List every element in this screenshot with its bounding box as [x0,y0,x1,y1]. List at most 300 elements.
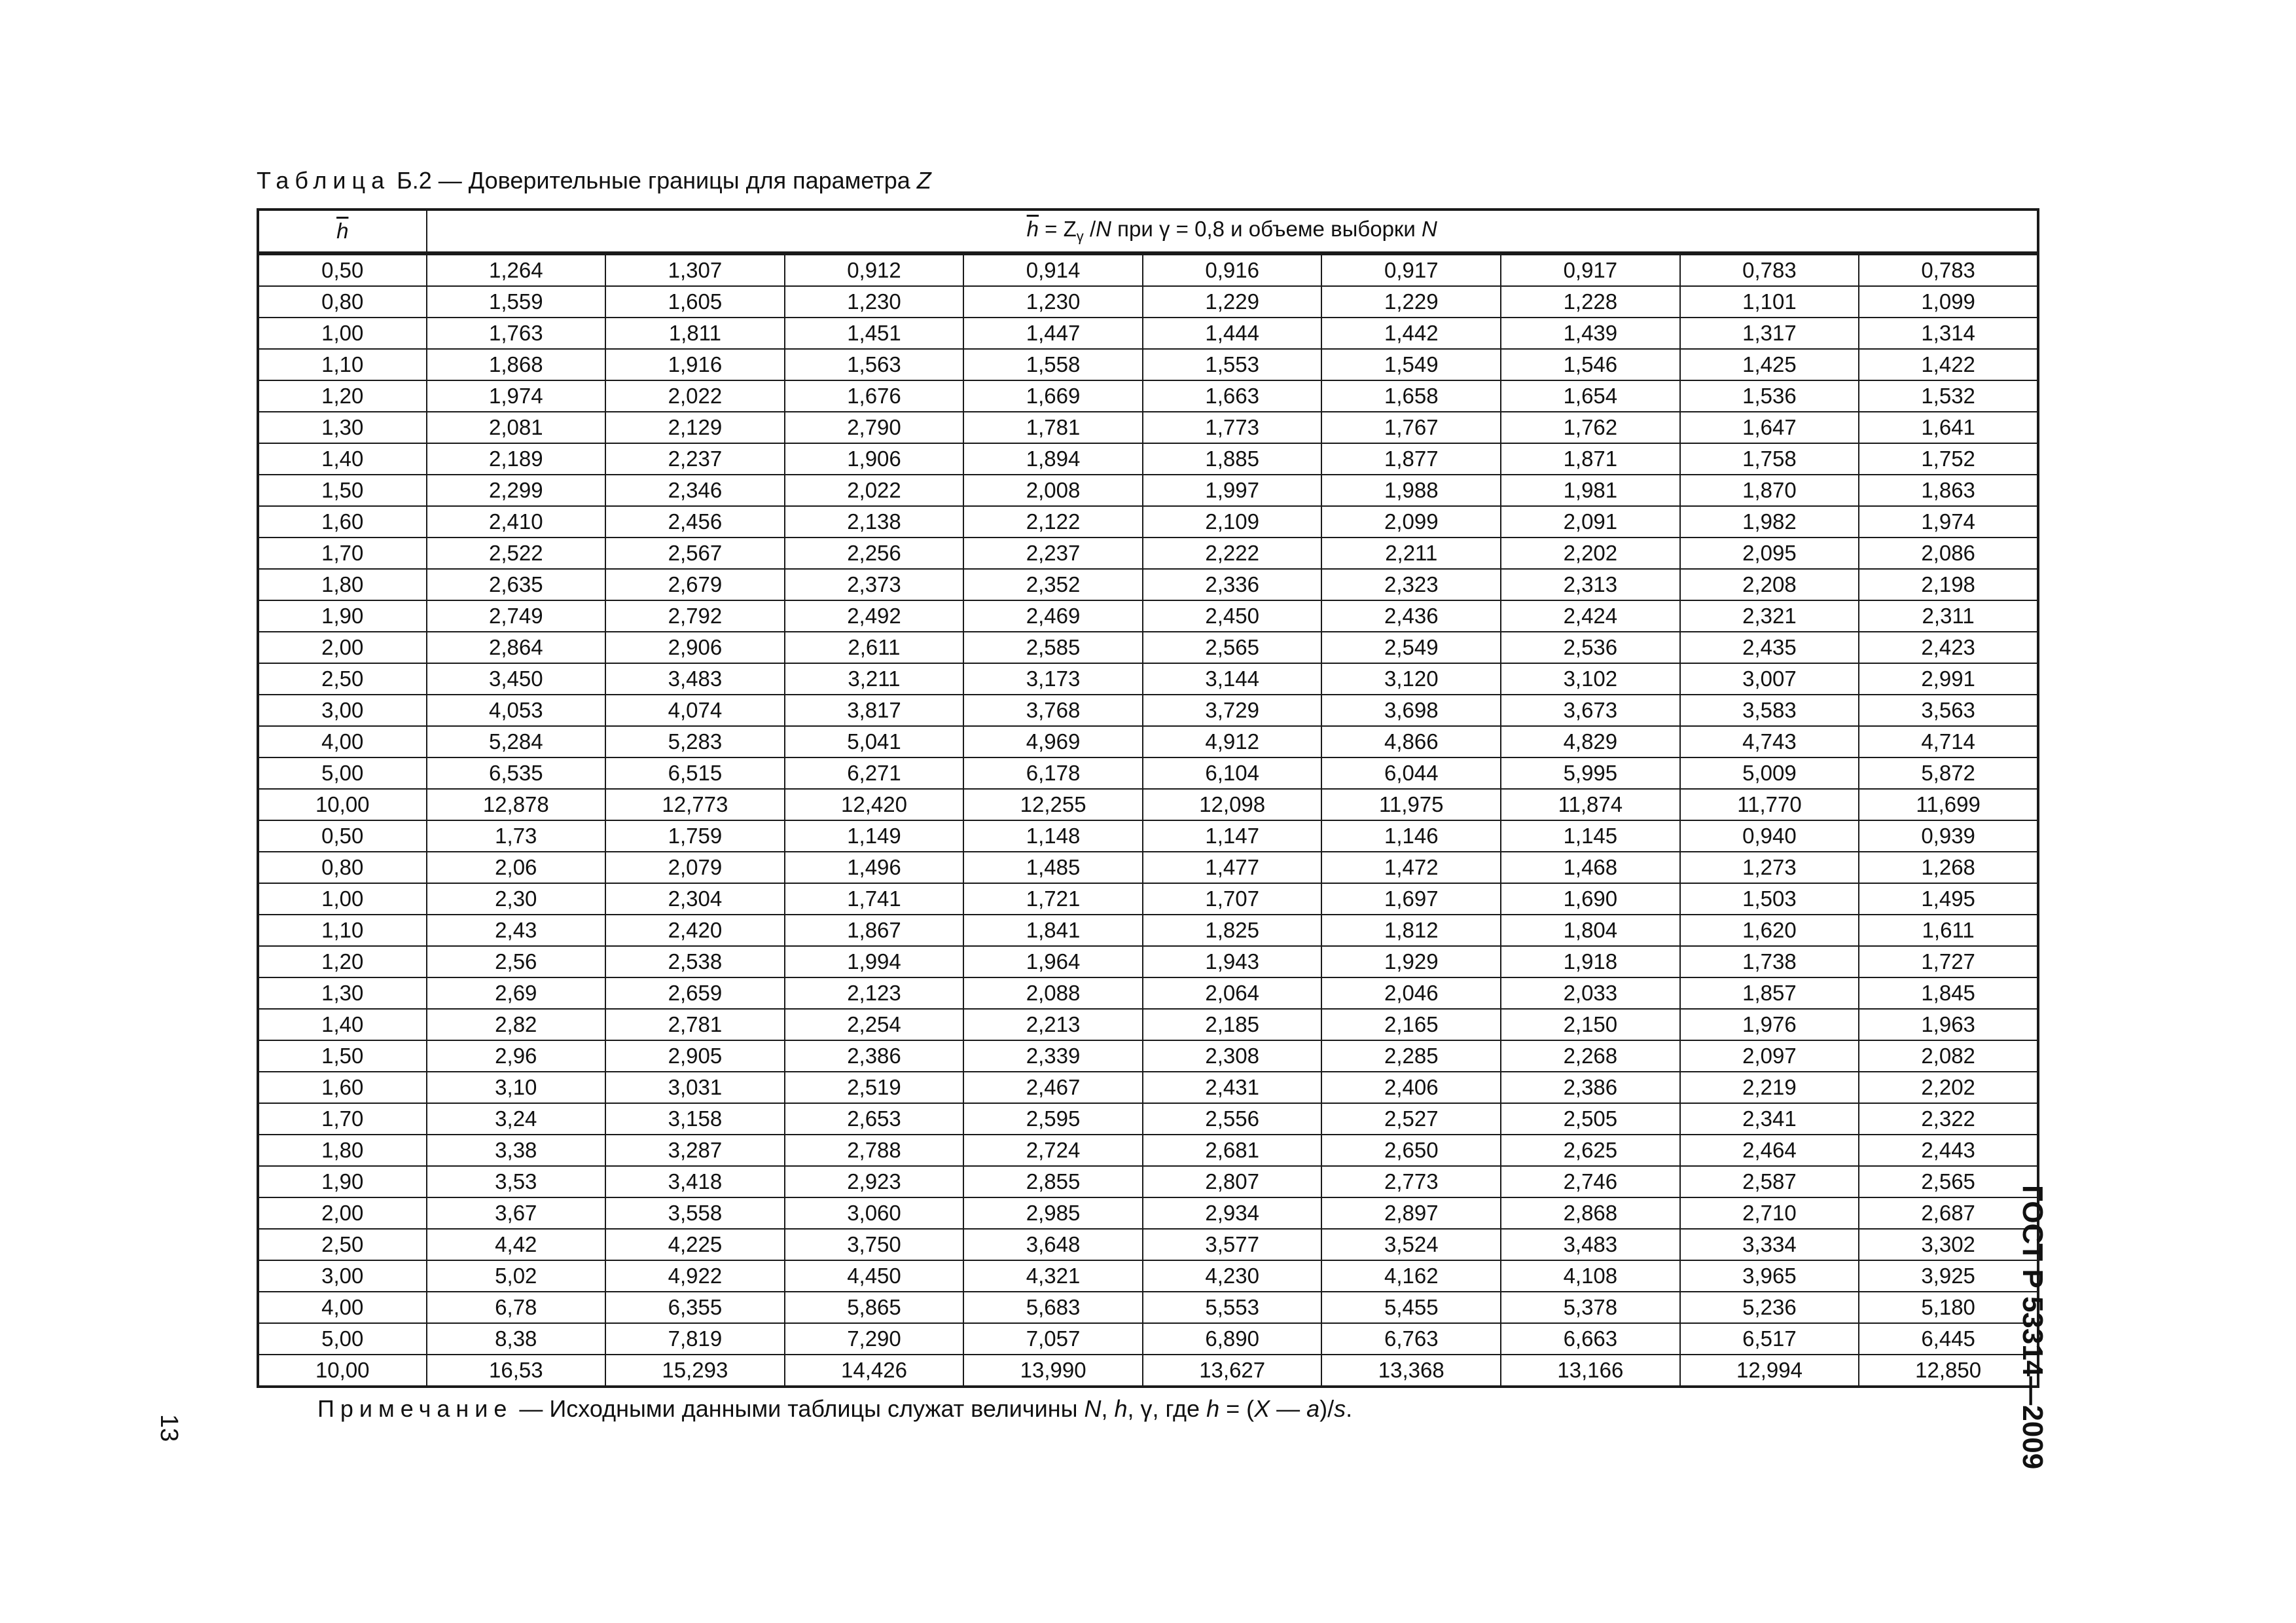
table-cell: 2,406 [1321,1072,1501,1103]
table-cell: 1,447 [963,318,1143,349]
table-cell: 5,378 [1501,1292,1680,1323]
table-row [258,977,2038,1009]
header-span: $\overline{h} = Z_\gamma$ /N при γ = 0,8 и объеме выборки N [427,210,2039,253]
table-row [258,1009,2038,1040]
table-cell: 2,091 [1501,506,1680,538]
table-cell: 1,658 [1321,380,1501,412]
row-h-value: 2,50 [258,1229,427,1260]
row-h-value: 2,50 [258,663,427,695]
table-cell: 1,690 [1501,883,1680,915]
table-cell: 0,914 [963,253,1143,286]
table-cell: 11,770 [1680,789,1859,820]
table-cell: 3,007 [1680,663,1859,695]
caption-label: Таблица [257,167,391,194]
table-cell: 0,783 [1680,253,1859,286]
confidence-bounds-table [257,208,2039,1388]
table-cell: 2,595 [963,1103,1143,1135]
table-row [258,726,2038,757]
table-cell: 0,917 [1501,253,1680,286]
table-cell: 1,773 [1143,412,1322,443]
table-cell: 2,567 [605,538,785,569]
table-cell: 0,939 [1859,820,2038,852]
table-cell: 2,749 [427,600,606,632]
table-cell: 3,483 [605,663,785,695]
table-row [258,380,2038,412]
table-cell: 1,647 [1680,412,1859,443]
table-cell: 11,975 [1321,789,1501,820]
table-cell: 1,101 [1680,286,1859,318]
row-h-value: 1,40 [258,1009,427,1040]
table-cell: 3,060 [785,1197,964,1229]
table-cell: 1,472 [1321,852,1501,883]
table-cell: 1,763 [427,318,606,349]
table-cell: 2,150 [1501,1009,1680,1040]
table-cell: 2,123 [785,977,964,1009]
table-cell: 2,254 [785,1009,964,1040]
table-cell: 3,302 [1859,1229,2038,1260]
table-caption [257,165,931,196]
table-cell: 1,273 [1680,852,1859,883]
row-h-value: 4,00 [258,726,427,757]
table-cell: 2,423 [1859,632,2038,663]
table-cell: 1,605 [605,286,785,318]
table-row [258,1040,2038,1072]
table-cell: 3,173 [963,663,1143,695]
table-row [258,632,2038,663]
table-cell: 3,577 [1143,1229,1322,1260]
table-cell: 1,868 [427,349,606,380]
row-h-value: 2,00 [258,632,427,663]
table-cell: 3,10 [427,1072,606,1103]
table-cell: 2,868 [1501,1197,1680,1229]
table-cell: 2,82 [427,1009,606,1040]
row-h-value: 0,80 [258,286,427,318]
table-cell: 5,283 [605,726,785,757]
table-cell: 1,997 [1143,475,1322,506]
row-h-value: 5,00 [258,757,427,789]
table-cell: 1,485 [963,852,1143,883]
table-cell: 1,825 [1143,915,1322,946]
table-cell: 5,180 [1859,1292,2038,1323]
table-cell: 12,878 [427,789,606,820]
table-cell: 2,687 [1859,1197,2038,1229]
table-cell: 3,648 [963,1229,1143,1260]
table-cell: 2,138 [785,506,964,538]
table-cell: 2,585 [963,632,1143,663]
table-cell: 2,321 [1680,600,1859,632]
row-h-value: 1,00 [258,883,427,915]
table-cell: 3,965 [1680,1260,1859,1292]
table-cell: 1,767 [1321,412,1501,443]
table-cell: 1,669 [963,380,1143,412]
table-cell: 3,67 [427,1197,606,1229]
table-cell: 5,041 [785,726,964,757]
table-cell: 1,663 [1143,380,1322,412]
table-row [258,412,2038,443]
table-cell: 4,162 [1321,1260,1501,1292]
table-cell: 3,729 [1143,695,1322,726]
table-cell: 2,30 [427,883,606,915]
table-cell: 3,450 [427,663,606,695]
table-cell: 2,681 [1143,1135,1322,1166]
table-cell: 2,450 [1143,600,1322,632]
table-cell: 1,451 [785,318,964,349]
table-cell: 6,515 [605,757,785,789]
table-cell: 2,492 [785,600,964,632]
table-cell: 1,781 [963,412,1143,443]
table-cell: 2,549 [1321,632,1501,663]
table-row [258,1260,2038,1292]
table-cell: 2,109 [1143,506,1322,538]
table-cell: 1,943 [1143,946,1322,977]
table-cell: 6,763 [1321,1323,1501,1355]
table-cell: 1,536 [1680,380,1859,412]
row-h-value: 1,60 [258,506,427,538]
table-cell: 6,517 [1680,1323,1859,1355]
table-cell: 6,663 [1501,1323,1680,1355]
row-h-value: 1,70 [258,538,427,569]
table-cell: 1,988 [1321,475,1501,506]
table-cell: 2,095 [1680,538,1859,569]
table-cell: 2,855 [963,1166,1143,1197]
row-h-value: 1,40 [258,443,427,475]
table-cell: 4,230 [1143,1260,1322,1292]
table-cell: 5,009 [1680,757,1859,789]
table-cell: 2,773 [1321,1166,1501,1197]
table-cell: 1,503 [1680,883,1859,915]
table-cell: 11,874 [1501,789,1680,820]
table-cell: 12,098 [1143,789,1322,820]
table-cell: 1,228 [1501,286,1680,318]
table-cell: 2,443 [1859,1135,2038,1166]
table-cell: 2,536 [1501,632,1680,663]
table-cell: 12,420 [785,789,964,820]
table-row [258,286,2038,318]
table-cell: 2,322 [1859,1103,2038,1135]
row-h-value: 1,20 [258,380,427,412]
table-cell: 2,985 [963,1197,1143,1229]
table-cell: 3,558 [605,1197,785,1229]
table-cell: 15,293 [605,1355,785,1387]
table-cell: 1,230 [785,286,964,318]
table-cell: 2,386 [1501,1072,1680,1103]
table-cell: 1,641 [1859,412,2038,443]
table-cell: 12,773 [605,789,785,820]
table-cell: 3,211 [785,663,964,695]
table-cell: 5,865 [785,1292,964,1323]
table-cell: 1,918 [1501,946,1680,977]
table-cell: 6,044 [1321,757,1501,789]
table-cell: 4,912 [1143,726,1322,757]
table-cell: 1,976 [1680,1009,1859,1040]
table-cell: 2,211 [1321,538,1501,569]
table-cell: 2,256 [785,538,964,569]
row-h-value: 1,50 [258,475,427,506]
table-cell: 2,538 [605,946,785,977]
table-cell: 2,346 [605,475,785,506]
table-cell: 1,981 [1501,475,1680,506]
row-h-value: 1,30 [258,412,427,443]
table-cell: 6,445 [1859,1323,2038,1355]
table-cell: 1,871 [1501,443,1680,475]
table-cell: 13,990 [963,1355,1143,1387]
table-cell: 1,264 [427,253,606,286]
table-cell: 2,410 [427,506,606,538]
table-cell: 1,870 [1680,475,1859,506]
table-cell: 2,311 [1859,600,2038,632]
table-row [258,1229,2038,1260]
table-row [258,538,2038,569]
table-cell: 2,69 [427,977,606,1009]
table-cell: 1,994 [785,946,964,977]
table-cell: 1,727 [1859,946,2038,977]
table-cell: 1,867 [785,915,964,946]
row-h-value: 1,10 [258,915,427,946]
table-cell: 1,73 [427,820,606,852]
row-h-value: 1,80 [258,569,427,600]
table-cell: 6,890 [1143,1323,1322,1355]
table-cell: 1,477 [1143,852,1322,883]
table-cell: 2,185 [1143,1009,1322,1040]
table-cell: 4,450 [785,1260,964,1292]
table-cell: 5,02 [427,1260,606,1292]
table-cell: 1,422 [1859,349,2038,380]
table-cell: 2,436 [1321,600,1501,632]
table-cell: 2,198 [1859,569,2038,600]
page-number: 13 [155,1414,183,1442]
row-h-value: 1,70 [258,1103,427,1135]
table-cell: 3,750 [785,1229,964,1260]
table-cell: 1,495 [1859,883,2038,915]
row-h-value: 1,30 [258,977,427,1009]
table-cell: 1,145 [1501,820,1680,852]
table-cell: 6,271 [785,757,964,789]
table-cell: 3,563 [1859,695,2038,726]
table-cell: 2,323 [1321,569,1501,600]
table-cell: 1,317 [1680,318,1859,349]
table-cell: 3,583 [1680,695,1859,726]
table-cell: 3,673 [1501,695,1680,726]
table-cell: 2,046 [1321,977,1501,1009]
table-cell: 2,43 [427,915,606,946]
table-cell: 1,906 [785,443,964,475]
table-cell: 4,922 [605,1260,785,1292]
table-cell: 2,352 [963,569,1143,600]
row-h-value: 1,90 [258,1166,427,1197]
table-cell: 1,146 [1321,820,1501,852]
table-cell: 16,53 [427,1355,606,1387]
table-cell: 1,885 [1143,443,1322,475]
table-cell: 3,24 [427,1103,606,1135]
table-cell: 1,752 [1859,443,2038,475]
table-cell: 2,064 [1143,977,1322,1009]
row-h-value: 0,80 [258,852,427,883]
table-cell: 3,925 [1859,1260,2038,1292]
table-cell: 2,650 [1321,1135,1501,1166]
table-cell: 3,483 [1501,1229,1680,1260]
table-cell: 2,06 [427,852,606,883]
table-cell: 1,929 [1321,946,1501,977]
table-cell: 5,872 [1859,757,2038,789]
table-cell: 1,916 [605,349,785,380]
table-cell: 4,714 [1859,726,2038,757]
row-h-value: 1,80 [258,1135,427,1166]
table-cell: 2,565 [1143,632,1322,663]
row-h-value: 1,10 [258,349,427,380]
table-cell: 2,081 [427,412,606,443]
table-cell: 1,553 [1143,349,1322,380]
table-cell: 1,229 [1321,286,1501,318]
table-cell: 1,549 [1321,349,1501,380]
table-cell: 4,108 [1501,1260,1680,1292]
table-cell: 13,627 [1143,1355,1322,1387]
table-cell: 2,189 [427,443,606,475]
table-cell: 2,202 [1501,538,1680,569]
table-cell: 5,455 [1321,1292,1501,1323]
table-cell: 0,917 [1321,253,1501,286]
table-cell: 7,290 [785,1323,964,1355]
table-cell: 3,287 [605,1135,785,1166]
table-cell: 6,78 [427,1292,606,1323]
table-cell: 2,165 [1321,1009,1501,1040]
table-row [258,852,2038,883]
table-cell: 4,321 [963,1260,1143,1292]
row-h-value: 2,00 [258,1197,427,1229]
table-cell: 5,683 [963,1292,1143,1323]
table-cell: 1,230 [963,286,1143,318]
table-cell: 5,236 [1680,1292,1859,1323]
table-cell: 2,431 [1143,1072,1322,1103]
table-cell: 2,905 [605,1040,785,1072]
table-cell: 2,079 [605,852,785,883]
table-row [258,789,2038,820]
table-cell: 2,792 [605,600,785,632]
table-cell: 2,237 [963,538,1143,569]
caption-param: Z [916,167,931,194]
table-cell: 2,635 [427,569,606,600]
table-cell: 2,923 [785,1166,964,1197]
table-row [258,915,2038,946]
table-cell: 3,334 [1680,1229,1859,1260]
table-cell: 13,368 [1321,1355,1501,1387]
table-cell: 2,653 [785,1103,964,1135]
row-h-value: 1,50 [258,1040,427,1072]
table-cell: 1,963 [1859,1009,2038,1040]
table-cell: 2,299 [427,475,606,506]
table-cell: 1,707 [1143,883,1322,915]
table-cell: 1,229 [1143,286,1322,318]
table-cell: 2,897 [1321,1197,1501,1229]
table-cell: 2,991 [1859,663,2038,695]
table-row [258,1323,2038,1355]
table-cell: 1,148 [963,820,1143,852]
row-h-value: 3,00 [258,1260,427,1292]
table-cell: 2,679 [605,569,785,600]
table-cell: 5,995 [1501,757,1680,789]
table-cell: 3,158 [605,1103,785,1135]
table-cell: 13,166 [1501,1355,1680,1387]
table-cell: 2,934 [1143,1197,1322,1229]
table-cell: 4,829 [1501,726,1680,757]
table-row [258,600,2038,632]
table-cell: 1,721 [963,883,1143,915]
table-cell: 2,341 [1680,1103,1859,1135]
row-h-value: 1,00 [258,318,427,349]
table-cell: 2,339 [963,1040,1143,1072]
table-cell: 2,386 [785,1040,964,1072]
table-cell: 12,255 [963,789,1143,820]
row-h-value: 0,50 [258,253,427,286]
table-cell: 1,738 [1680,946,1859,977]
table-cell: 2,464 [1680,1135,1859,1166]
table-cell: 1,857 [1680,977,1859,1009]
table-cell: 1,982 [1680,506,1859,538]
table-cell: 2,308 [1143,1040,1322,1072]
table-row [258,1103,2038,1135]
table-cell: 2,565 [1859,1166,2038,1197]
table-cell: 2,906 [605,632,785,663]
table-cell: 1,468 [1501,852,1680,883]
table-body [258,253,2038,1387]
table-cell: 1,676 [785,380,964,412]
table-cell: 4,42 [427,1229,606,1260]
row-h-value: 1,90 [258,600,427,632]
table-cell: 2,556 [1143,1103,1322,1135]
table-cell: 1,863 [1859,475,2038,506]
table-cell: 2,082 [1859,1040,2038,1072]
table-cell: 2,373 [785,569,964,600]
table-cell: 1,559 [427,286,606,318]
table-cell: 1,811 [605,318,785,349]
table-cell: 2,213 [963,1009,1143,1040]
table-cell: 2,237 [605,443,785,475]
table-cell: 0,940 [1680,820,1859,852]
table-cell: 8,38 [427,1323,606,1355]
table-cell: 2,522 [427,538,606,569]
table-cell: 2,807 [1143,1166,1322,1197]
table-row [258,757,2038,789]
table-cell: 12,994 [1680,1355,1859,1387]
table-cell: 2,456 [605,506,785,538]
table-cell: 2,268 [1501,1040,1680,1072]
table-cell: 2,781 [605,1009,785,1040]
table-cell: 3,53 [427,1166,606,1197]
table-row [258,318,2038,349]
table-cell: 2,097 [1680,1040,1859,1072]
table-cell: 2,724 [963,1135,1143,1166]
table-cell: 1,974 [427,380,606,412]
row-h-value: 1,20 [258,946,427,977]
table-cell: 1,496 [785,852,964,883]
table-row [258,1355,2038,1387]
table-cell: 2,022 [785,475,964,506]
table-row [258,1072,2038,1103]
table-cell: 2,022 [605,380,785,412]
table-cell: 1,425 [1680,349,1859,380]
header-h-column: $\overline{h}$ [258,210,427,253]
row-h-value: 10,00 [258,789,427,820]
table-row [258,253,2038,286]
table-cell: 2,202 [1859,1072,2038,1103]
table-row [258,663,2038,695]
table-cell: 3,817 [785,695,964,726]
table-cell: 4,969 [963,726,1143,757]
table-row [258,946,2038,977]
table-cell: 1,307 [605,253,785,286]
table-cell: 1,894 [963,443,1143,475]
table-cell: 1,620 [1680,915,1859,946]
table-cell: 2,008 [963,475,1143,506]
